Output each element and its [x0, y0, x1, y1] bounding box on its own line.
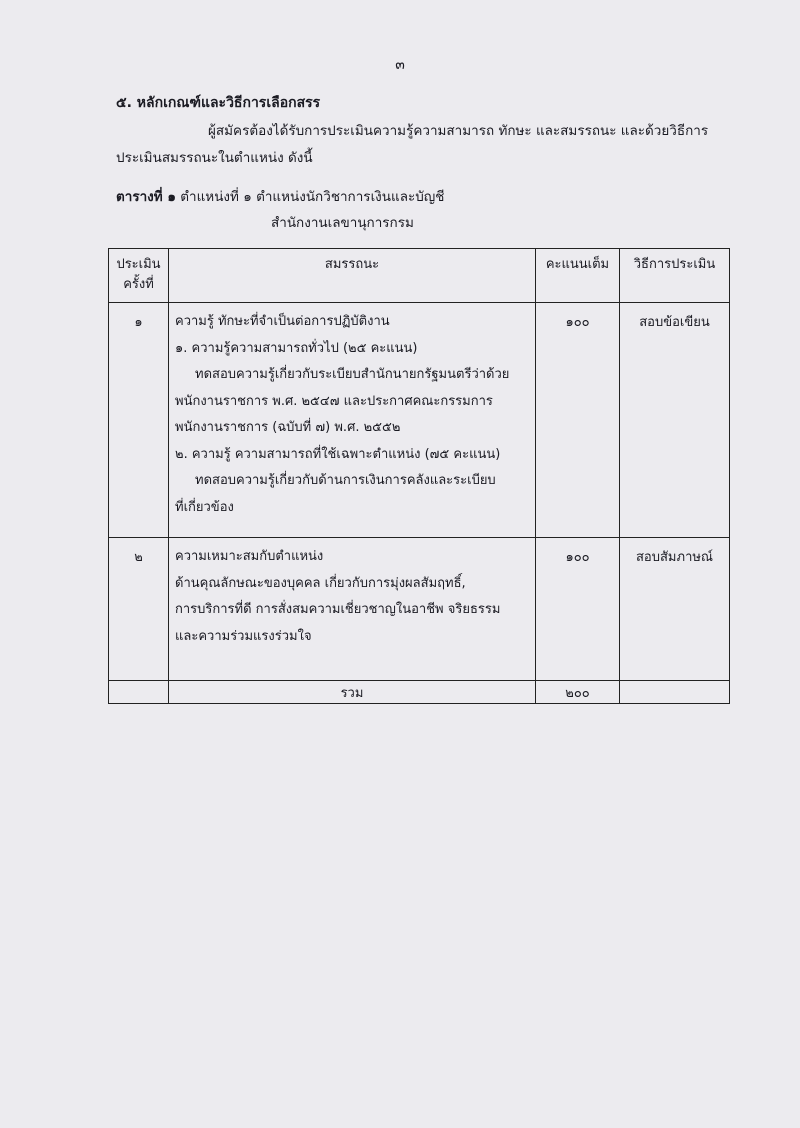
- table-caption: [116, 184, 444, 236]
- total-score: ๒๐๐: [536, 681, 620, 704]
- total-label: รวม: [169, 681, 536, 704]
- row-method: สอบสัมภาษณ์: [620, 538, 730, 681]
- table-total-row: [109, 681, 730, 704]
- competency-line: และความร่วมแรงร่วมใจ: [175, 628, 312, 644]
- competency-line: ที่เกี่ยวข้อง: [175, 499, 234, 515]
- total-empty-cell: [109, 681, 169, 704]
- section-heading: ๕. หลักเกณฑ์และวิธีการเลือกสรร: [116, 95, 321, 111]
- competency-line: ๑. ความรู้ความสามารถทั่วไป (๒๕ คะแนน): [175, 340, 418, 356]
- intro-line-1: ผู้สมัครต้องได้รับการประเมินความรู้ความสามารถ ทักษะ และสมรรถนะ และด้วยวิธีการ: [208, 123, 709, 139]
- header-full-score: คะแนนเต็ม: [536, 249, 620, 303]
- competency-line: ทดสอบความรู้เกี่ยวกับด้านการเงินการคลังและระเบียบ: [195, 473, 496, 488]
- row-method: สอบข้อเขียน: [620, 303, 730, 538]
- competency-line: ๒. ความรู้ ความสามารถที่ใช้เฉพาะตำแหน่ง (๗๕ คะแนน): [175, 446, 501, 462]
- competency-line: การบริการที่ดี การสั่งสมความเชี่ยวชาญในอาชีพ จริยธรรม: [175, 602, 501, 617]
- header-competency: สมรรถนะ: [169, 249, 536, 303]
- row-competency: [169, 538, 536, 681]
- competency-line: ทดสอบความรู้เกี่ยวกับระเบียบสำนักนายกรัฐมนตรีว่าด้วย: [195, 367, 510, 382]
- total-empty-cell: [620, 681, 730, 704]
- competency-line: พนักงานราชการ (ฉบับที่ ๗) พ.ศ. ๒๕๕๒: [175, 420, 401, 435]
- competency-line: ความเหมาะสมกับตำแหน่ง: [175, 549, 324, 564]
- table-caption-text: ตำแหน่งที่ ๑ ตำแหน่งนักวิชาการเงินและบัญชี: [175, 189, 445, 205]
- intro-line-2: ประเมินสมรรถนะในตำแหน่ง ดังนี้: [116, 150, 313, 166]
- row-round: ๑: [109, 303, 169, 538]
- row-competency: [169, 303, 536, 538]
- intro-paragraph: [116, 118, 736, 172]
- page-number: ๓: [395, 57, 405, 73]
- table-caption-label: ตารางที่ ๑: [116, 189, 176, 205]
- table-row: [109, 303, 730, 538]
- table-caption-sub: สำนักงานเลขานุการกรม: [271, 215, 414, 231]
- header-round: ประเมิน ครั้งที่: [109, 249, 169, 303]
- row-round: ๒: [109, 538, 169, 681]
- table-row: [109, 538, 730, 681]
- spacer: [175, 521, 529, 529]
- competency-line: ความรู้ ทักษะที่จำเป็นต่อการปฏิบัติงาน: [175, 314, 390, 329]
- header-method: วิธีการประเมิน: [620, 249, 730, 303]
- row-full-score: ๑๐๐: [536, 303, 620, 538]
- competency-line: พนักงานราชการ พ.ศ. ๒๕๔๗ และประกาศคณะกรรมการ: [175, 393, 493, 409]
- competency-line: ด้านคุณลักษณะของบุคคล เกี่ยวกับการมุ่งผลสัมฤทธิ์,: [175, 575, 466, 591]
- spacer: [175, 650, 529, 672]
- competency-table: [108, 248, 730, 704]
- table-header-row: [109, 249, 730, 303]
- row-full-score: ๑๐๐: [536, 538, 620, 681]
